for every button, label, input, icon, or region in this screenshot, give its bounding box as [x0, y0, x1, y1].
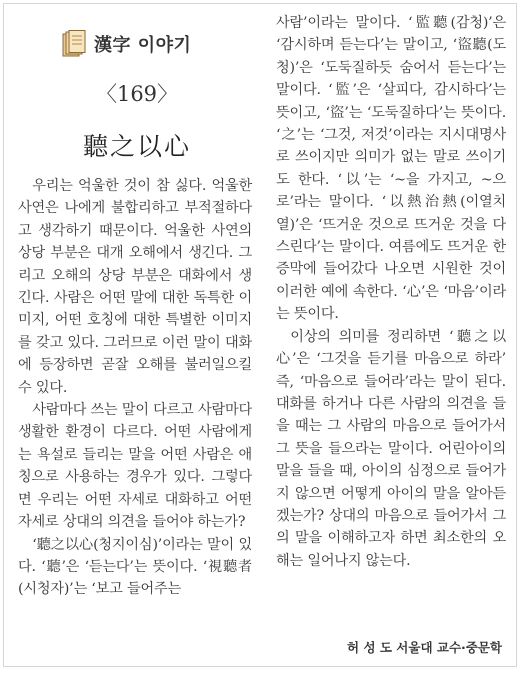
article-headline: 聽之以心	[82, 132, 191, 161]
body-paragraph: 우리는 억울한 것이 참 싫다. 억울한 사연은 나에게 불합리하고 부적절하다고 생각하기 때문이다. 억울한 사연의 상당 부분은 대개 오해에서 생긴다. 그리고 오해의 상당 부분은 대화에서 생긴다. 사람은 어떤 말에 대한 독특한 이미지, 어떤 호칭에 대한 특별한 이미지를 갖고 있다. 그러므로 이런 말이 대화에 등장하면 곧잘 오해를 불러일으킬 수 있다.	[18, 178, 252, 396]
left-column	[18, 175, 252, 601]
issue-number: 〈169〉	[95, 82, 179, 106]
right-column	[276, 12, 506, 572]
body-paragraph: 이상의 의미를 정리하면 ‘聽之以心’은 ‘그것을 듣기를 마음으로 하라’ 즉, ‘마음으로 들어라’라는 말이 된다. 대화를 하거나 다른 사람의 의견을 들을 때는 그 사람의 마음으로 들어가서 그 뜻을 들으라는 말이다. 어린아이의 말을 들을 때, 아이의 심정으로 들어가지 않으면 어떻게 아이의 말을 알아듣겠는가? 상대의 마음으로 들어가서 그의 말을 이해하고자 하면 최소한의 오해는 일어나지 않는다.	[276, 328, 506, 569]
body-paragraph: ‘聽之以心(청지이심)’이라는 말이 있다. ‘聽’은 ‘듣는다’는 뜻이다. ‘視聽者(시청자)’는 ‘보고 들어주는	[18, 536, 252, 598]
article-page	[3, 3, 517, 667]
body-paragraph: 사람마다 쓰는 말이 다르고 사람마다 생활한 환경이 다르다. 어떤 사람에게는 욕설로 들리는 말을 어떤 사람은 애칭으로 사용하는 경우가 있다. 그렇다면 우리는 어떤 자세로 대화하고 어떤 자세로 상대의 의견을 들어야 하는가?	[18, 402, 253, 531]
body-paragraph: 사람’이라는 말이다. ‘監聽(감청)’은 ‘감시하며 듣는다’는 말이고, ‘盜聽(도청)’은 ‘도둑질하듯 숨어서 듣는다’는 말이다. ‘監’은 ‘살피다, 감시하다’는 뜻이고, ‘盜’는 ‘도둑질하다’는 뜻이다. ‘之’는 ‘그것, 저것’이라는 지시대명사로 쓰이지만 의미가 없는 말로 쓰이기도 한다. ‘以’는 ‘~을 가지고, ~으로’라는 말이다. ‘以熱治熱(이열치열)’은 ‘뜨거운 것으로 뜨거운 것을 다스린다’는 말이다. 여름에도 뜨거운 한증막에 들어갔다 나오면 시원한 것이 이러한 예에 속한다. ‘心’은 ‘마음’이라는 뜻이다.	[276, 15, 506, 323]
author-byline: 허 성 도 서울대 교수·중문학	[347, 640, 502, 655]
series-title: 漢字 이야기	[94, 35, 192, 56]
series-logo	[62, 28, 191, 60]
book-icon	[62, 30, 86, 58]
article-header	[22, 14, 252, 174]
